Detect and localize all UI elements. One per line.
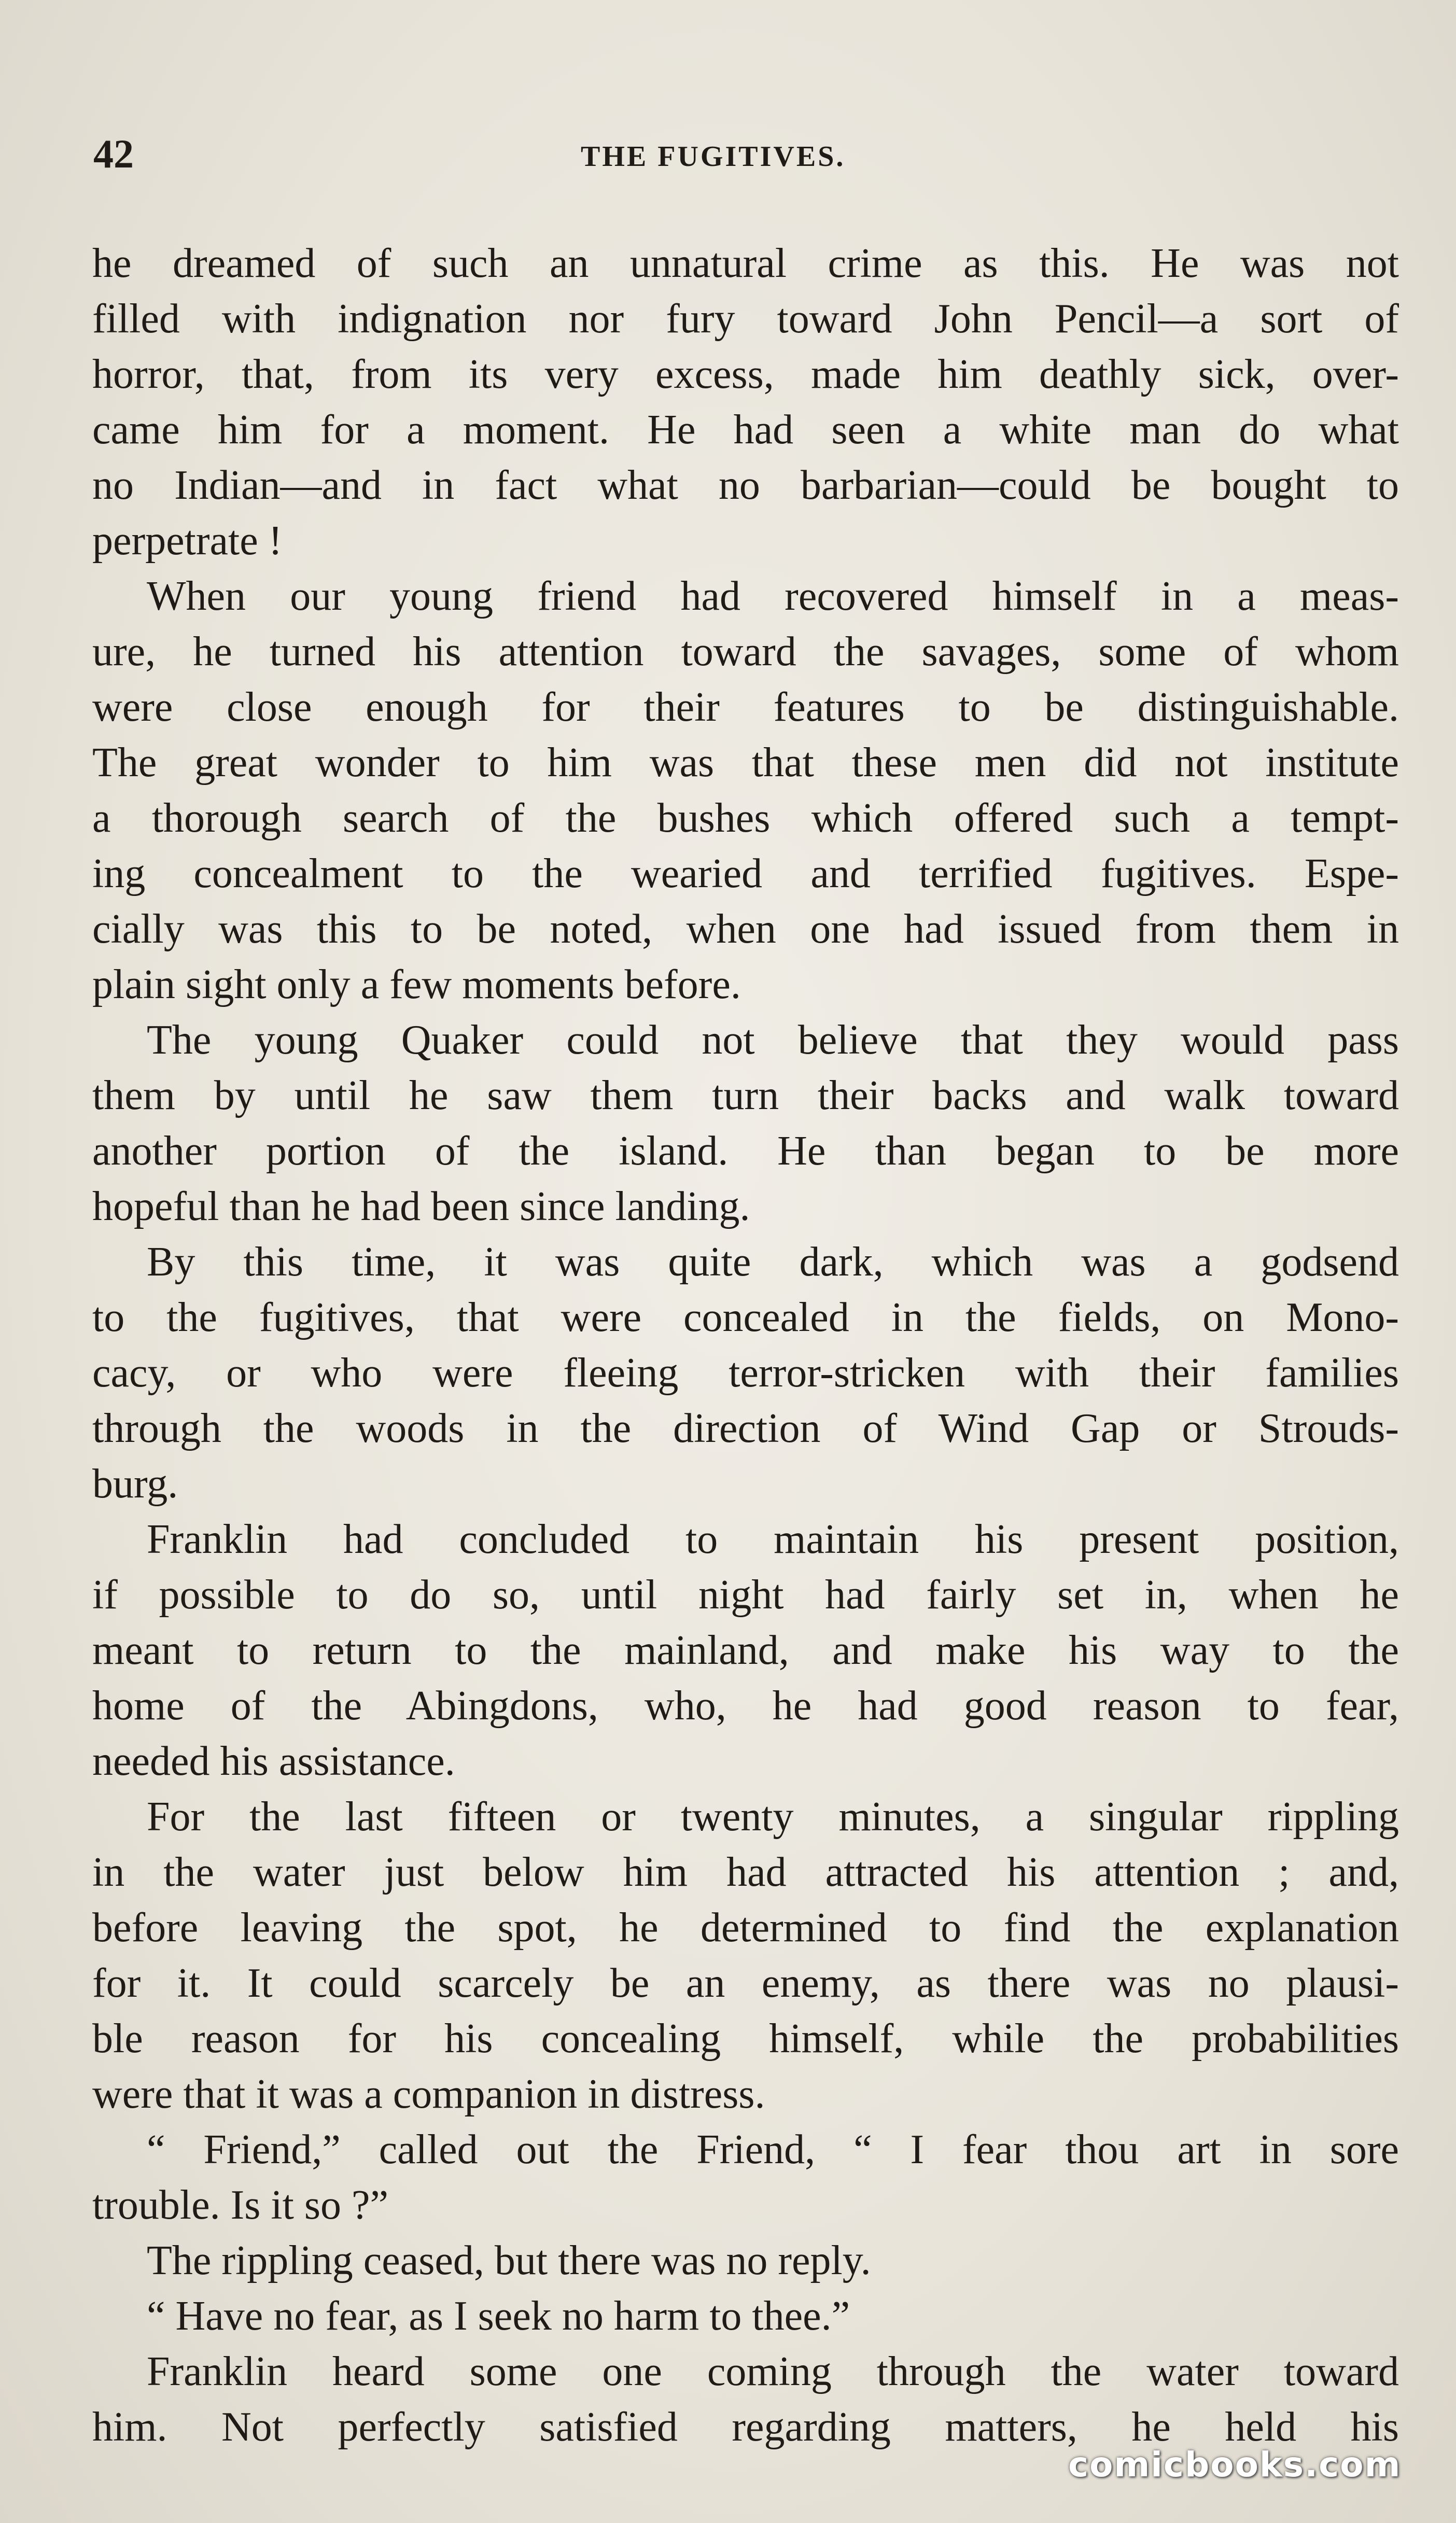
- text-line: trouble. Is it so ?”: [92, 2182, 388, 2228]
- text-line: came him for a moment. He had seen a white man do what: [92, 407, 1399, 453]
- text-line: home of the Abingdons, who, he had good reason to fear,: [92, 1683, 1399, 1729]
- text-line: cacy, or who were fleeing terror-stricken with their families: [92, 1350, 1399, 1396]
- text-line: were close enough for their features to be distinguishable.: [92, 684, 1399, 730]
- text-line: them by until he saw them turn their backs and walk toward: [92, 1073, 1399, 1118]
- text-line: “ Friend,” called out the Friend, “ I fear thou art in sore: [147, 2127, 1399, 2172]
- text-line: By this time, it was quite dark, which was a godsend: [147, 1239, 1399, 1285]
- text-line: him. Not perfectly satisfied regarding matters, he held his: [92, 2404, 1399, 2450]
- page-number: 42: [93, 131, 134, 176]
- page-header: [93, 124, 1400, 181]
- text-line: ure, he turned his attention toward the savages, some of whom: [92, 629, 1399, 675]
- text-line: another portion of the island. He than began to be more: [92, 1128, 1399, 1174]
- text-line: Franklin had concluded to maintain his present position,: [147, 1517, 1399, 1562]
- text-line: ble reason for his concealing himself, while the probabilities: [92, 2016, 1399, 2062]
- text-line: a thorough search of the bushes which offered such a tempt-: [92, 795, 1399, 841]
- text-line: The young Quaker could not believe that they would pass: [147, 1017, 1399, 1063]
- text-line: needed his assistance.: [92, 1739, 455, 1784]
- text-line: filled with indignation nor fury toward John Pencil—a sort of: [92, 296, 1399, 342]
- watermark: comicbooks.com: [1068, 2445, 1402, 2485]
- text-line: The great wonder to him was that these men did not institute: [92, 740, 1399, 786]
- text-line: through the woods in the direction of Wind Gap or Strouds-: [92, 1406, 1399, 1451]
- text-line: perpetrate !: [92, 518, 283, 564]
- text-line: horror, that, from its very excess, made him deathly sick, over-: [92, 352, 1399, 397]
- text-line: The rippling ceased, but there was no reply.: [147, 2238, 871, 2283]
- text-line: hopeful than he had been since landing.: [92, 1184, 750, 1229]
- text-line: for it. It could scarcely be an enemy, as there was no plausi-: [92, 1960, 1399, 2006]
- text-line: in the water just below him had attracted his attention ; and,: [92, 1849, 1399, 1895]
- text-line: plain sight only a few moments before.: [92, 962, 741, 1007]
- text-line: For the last fifteen or twenty minutes, a singular rippling: [147, 1794, 1399, 1840]
- text-line: burg.: [92, 1461, 178, 1507]
- text-line: cially was this to be noted, when one had issued from them in: [92, 906, 1399, 952]
- text-line: to the fugitives, that were concealed in the fields, on Mono-: [92, 1295, 1399, 1340]
- text-line: meant to return to the mainland, and make his way to the: [92, 1628, 1399, 1673]
- running-head: THE FUGITIVES.: [581, 141, 846, 173]
- text-line: When our young friend had recovered himself in a meas-: [147, 573, 1399, 619]
- text-line: before leaving the spot, he determined to find the explanation: [92, 1905, 1399, 1951]
- text-line: ing concealment to the wearied and terrified fugitives. Espe-: [92, 851, 1399, 896]
- body-text: [92, 236, 1399, 2455]
- text-line: “ Have no fear, as I seek no harm to thee.”: [147, 2293, 850, 2339]
- text-line: Franklin heard some one coming through the water toward: [147, 2349, 1399, 2394]
- text-line: were that it was a companion in distress.: [92, 2071, 765, 2117]
- text-line: he dreamed of such an unnatural crime as this. He was not: [92, 241, 1399, 286]
- text-line: if possible to do so, until night had fairly set in, when he: [92, 1572, 1399, 1618]
- text-line: no Indian—and in fact what no barbarian—could be bought to: [92, 462, 1399, 508]
